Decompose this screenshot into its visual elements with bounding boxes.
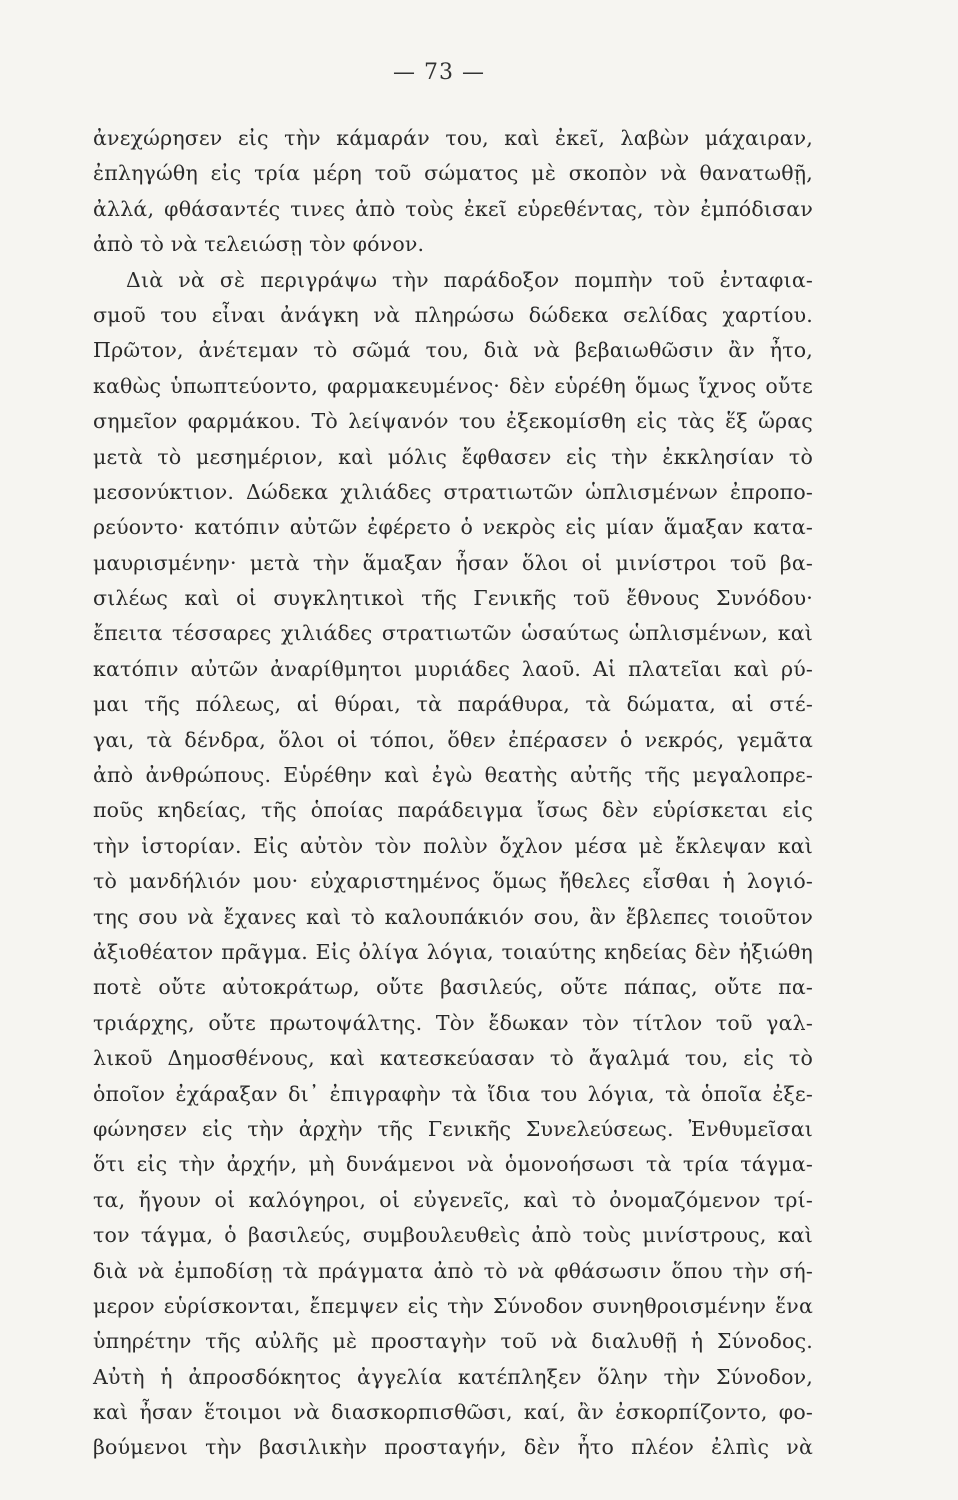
body-text	[93, 121, 813, 1466]
text-line: ρεύοντο· κατόπιν αὐτῶν ἐφέρετο ὁ νεκρὸς εἰς μίαν ἅμαξαν κατα-	[93, 515, 813, 540]
text-line: σιλέως καὶ οἱ συγκλητικοὶ τῆς Γενικῆς τοῦ ἔθνους Συνόδου·	[93, 586, 813, 611]
text-line: ὑπηρέτην τῆς αὐλῆς μὲ προσταγὴν τοῦ νὰ διαλυθῇ ἡ Σύνοδος.	[93, 1329, 813, 1354]
text-line: τὸ μανδήλιόν μου· εὐχαριστημένος ὅμως ἤθελες εἶσθαι ἡ λογιό-	[93, 869, 813, 894]
text-line: Πρῶτον, ἀνέτεμαν τὸ σῶμά του, διὰ νὰ βεβαιωθῶσιν ἂν ἦτο,	[93, 338, 813, 363]
text-line: σμοῦ του εἶναι ἀνάγκη νὰ πληρώσω δώδεκα σελίδας χαρτίου.	[93, 302, 813, 327]
text-line: μερον εὑρίσκονται, ἔπεμψεν εἰς τὴν Σύνοδον συνηθροισμένην ἕνα	[93, 1293, 813, 1318]
text-line: ὁποῖον ἐχάραξαν δι᾽ ἐπιγραφὴν τὰ ἴδια του λόγια, τὰ ὁποῖα ἐξε-	[93, 1081, 813, 1106]
text-line: ἐπληγώθη εἰς τρία μέρη τοῦ σώματος μὲ σκοπὸν νὰ θανατωθῇ,	[93, 161, 813, 186]
text-line: φώνησεν εἰς τὴν ἀρχὴν τῆς Γενικῆς Συνελεύσεως. Ἐνθυμεῖσαι	[93, 1116, 813, 1141]
text-line: βούμενοι τὴν βασιλικὴν προσταγήν, δὲν ἦτο πλέον ἐλπὶς νὰ	[93, 1435, 813, 1460]
text-line: κατόπιν αὐτῶν ἀναρίθμητοι μυριάδες λαοῦ. Αἱ πλατεῖαι καὶ ρύ-	[93, 656, 813, 681]
text-line: ἀλλά, φθάσαντές τινες ἀπὸ τοὺς ἐκεῖ εὑρεθέντας, τὸν ἐμπόδισαν	[93, 196, 813, 221]
text-line: ἀπὸ τὸ νὰ τελειώσῃ τὸν φόνον.	[93, 232, 425, 257]
text-line: Διὰ νὰ σὲ περιγράψω τὴν παράδοξον πομπὴν τοῦ ἐνταφια-	[126, 267, 813, 292]
text-line: γαι, τὰ δένδρα, ὅλοι οἱ τόποι, ὅθεν ἐπέρασεν ὁ νεκρός, γεμᾶτα	[93, 727, 813, 752]
text-line: ἀνεχώρησεν εἰς τὴν κάμαράν του, καὶ ἐκεῖ, λαβὼν μάχαιραν,	[93, 126, 813, 150]
text-line: λικοῦ Δημοσθένους, καὶ κατεσκεύασαν τὸ ἄγαλμά του, εἰς τὸ	[93, 1046, 813, 1071]
text-line: καθὼς ὑπωπτεύοντο, φαρμακευμένος· δὲν εὑρέθη ὅμως ἴχνος οὔτε	[93, 373, 813, 398]
text-line: ὅτι εἰς τὴν ἀρχήν, μὴ δυνάμενοι νὰ ὁμονοήσωσι τὰ τρία τάγμα-	[93, 1152, 813, 1177]
text-line: Αὐτὴ ἡ ἀπροσδόκητος ἀγγελία κατέπληξεν ὅλην τὴν Σύνοδον,	[93, 1364, 813, 1389]
text-line: μαυρισμένην· μετὰ τὴν ἅμαξαν ἦσαν ὅλοι οἱ μινίστροι τοῦ βα-	[93, 550, 813, 575]
text-line: σημεῖον φαρμάκου. Τὸ λείψανόν του ἐξεκομίσθη εἰς τὰς ἕξ ὥρας	[93, 409, 813, 434]
text-line: μαι τῆς πόλεως, αἱ θύραι, τὰ παράθυρα, τὰ δώματα, αἱ στέ-	[93, 692, 813, 717]
text-line: της σου νὰ ἔχανες καὶ τὸ καλουπάκιόν σου, ἂν ἔβλεπες τοιοῦτον	[93, 904, 813, 929]
text-line: τον τάγμα, ὁ βασιλεύς, συμβουλευθεὶς ἀπὸ τοὺς μινίστρους, καὶ	[93, 1223, 813, 1248]
text-line: ποῦς κηδείας, τῆς ὁποίας παράδειγμα ἴσως δὲν εὑρίσκεται εἰς	[93, 798, 813, 823]
text-line: ποτὲ οὔτε αὐτοκράτωρ, οὔτε βασιλεύς, οὔτε πάπας, οὔτε πα-	[93, 975, 813, 1000]
text-line: ἀξιοθέατον πρᾶγμα. Εἰς ὀλίγα λόγια, τοιαύτης κηδείας δὲν ἠξιώθη	[93, 939, 813, 964]
text-line: ἔπειτα τέσσαρες χιλιάδες στρατιωτῶν ὡσαύτως ὡπλισμένων, καὶ	[93, 621, 813, 646]
text-line: τα, ἤγουν οἱ καλόγηροι, οἱ εὐγενεῖς, καὶ τὸ ὀνομαζόμενον τρί-	[93, 1187, 813, 1212]
text-line: τριάρχης, οὔτε πρωτοψάλτης. Τὸν ἔδωκαν τὸν τίτλον τοῦ γαλ-	[93, 1010, 813, 1035]
text-line: διὰ νὰ ἐμποδίσῃ τὰ πράγματα ἀπὸ τὸ νὰ φθάσωσιν ὅπου τὴν σή-	[93, 1258, 813, 1283]
text-line: ἀπὸ ἀνθρώπους. Εὑρέθην καὶ ἐγὼ θεατὴς αὐτῆς τῆς μεγαλοπρε-	[93, 763, 813, 788]
text-line: τὴν ἱστορίαν. Εἰς αὐτὸν τὸν πολὺν ὄχλον μέσα μὲ ἔκλεψαν καὶ	[93, 833, 813, 858]
text-line: μετὰ τὸ μεσημέριον, καὶ μόλις ἔφθασεν εἰς τὴν ἐκκλησίαν τὸ	[93, 444, 813, 469]
page-number: — 73 —	[393, 60, 485, 85]
text-line: μεσονύκτιον. Δώδεκα χιλιάδες στρατιωτῶν ὡπλισμένων ἐπροπο-	[93, 479, 813, 504]
text-line: καὶ ἦσαν ἕτοιμοι νὰ διασκορπισθῶσι, καί, ἂν ἐσκορπίζοντο, φο-	[93, 1400, 813, 1425]
